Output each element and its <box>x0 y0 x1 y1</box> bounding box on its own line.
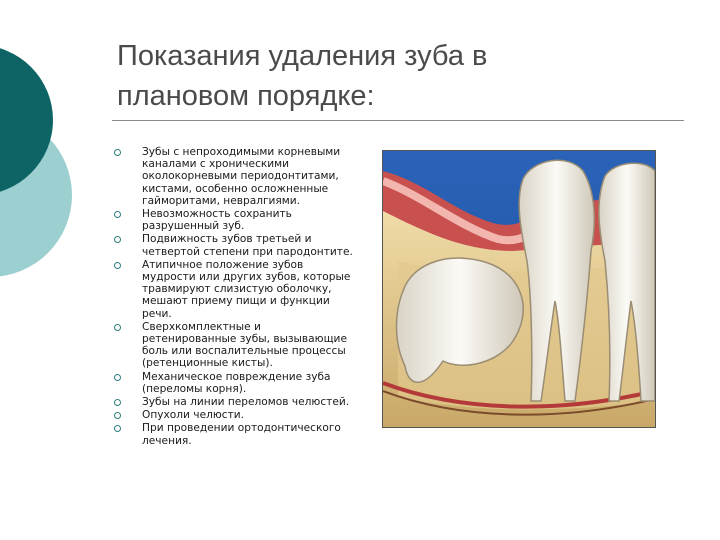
list-item <box>112 422 380 446</box>
slide-title: Показания удаления зуба в плановом порядке: <box>117 40 488 112</box>
circle-bullet-icon <box>114 236 121 243</box>
list-item <box>112 371 380 395</box>
list-item-text: Механическое повреждение зуба (переломы корня). <box>142 370 331 395</box>
list-item-text: Атипичное положение зубов мудрости или других зубов, которые травмируют слизистую оболочку, мешают приему пищи и функции речи. <box>142 258 351 320</box>
impacted-tooth-illustration <box>382 150 656 428</box>
circle-bullet-icon <box>114 262 121 269</box>
list-item <box>112 208 380 232</box>
list-item <box>112 146 380 207</box>
list-item-text: Невозможность сохранить разрушенный зуб. <box>142 208 292 233</box>
decorative-circles <box>0 0 90 300</box>
list-item-text: При проведении ортодонтического лечения. <box>142 422 341 447</box>
indications-list <box>112 146 380 448</box>
list-item-text: Зубы на линии переломов челюстей. <box>142 396 350 409</box>
title-divider <box>112 120 684 121</box>
circle-bullet-icon <box>114 412 121 419</box>
list-item-text: Опухоли челюсти. <box>142 409 245 422</box>
list-item <box>112 409 380 421</box>
circle-bullet-icon <box>114 149 121 156</box>
list-item <box>112 259 380 320</box>
list-item <box>112 396 380 408</box>
circle-bullet-icon <box>114 324 121 331</box>
circle-bullet-icon <box>114 399 121 406</box>
circle-bullet-icon <box>114 374 121 381</box>
list-item-text: Сверхкомплектные и ретенированные зубы, вызывающие боль или воспалительные процессы (ретенционные кисты). <box>142 320 347 370</box>
list-item-text: Подвижность зубов третьей и четвертой степени при пародонтите. <box>142 233 353 258</box>
circle-bullet-icon <box>114 211 121 218</box>
list-item-text: Зубы с непроходимыми корневыми каналами с хроническими околокорневыми периодонтитами, кистами, особенно осложненные гайморитами, невралгиями. <box>142 146 341 207</box>
circle-bullet-icon <box>114 425 121 432</box>
list-item <box>112 321 380 370</box>
list-item <box>112 233 380 257</box>
